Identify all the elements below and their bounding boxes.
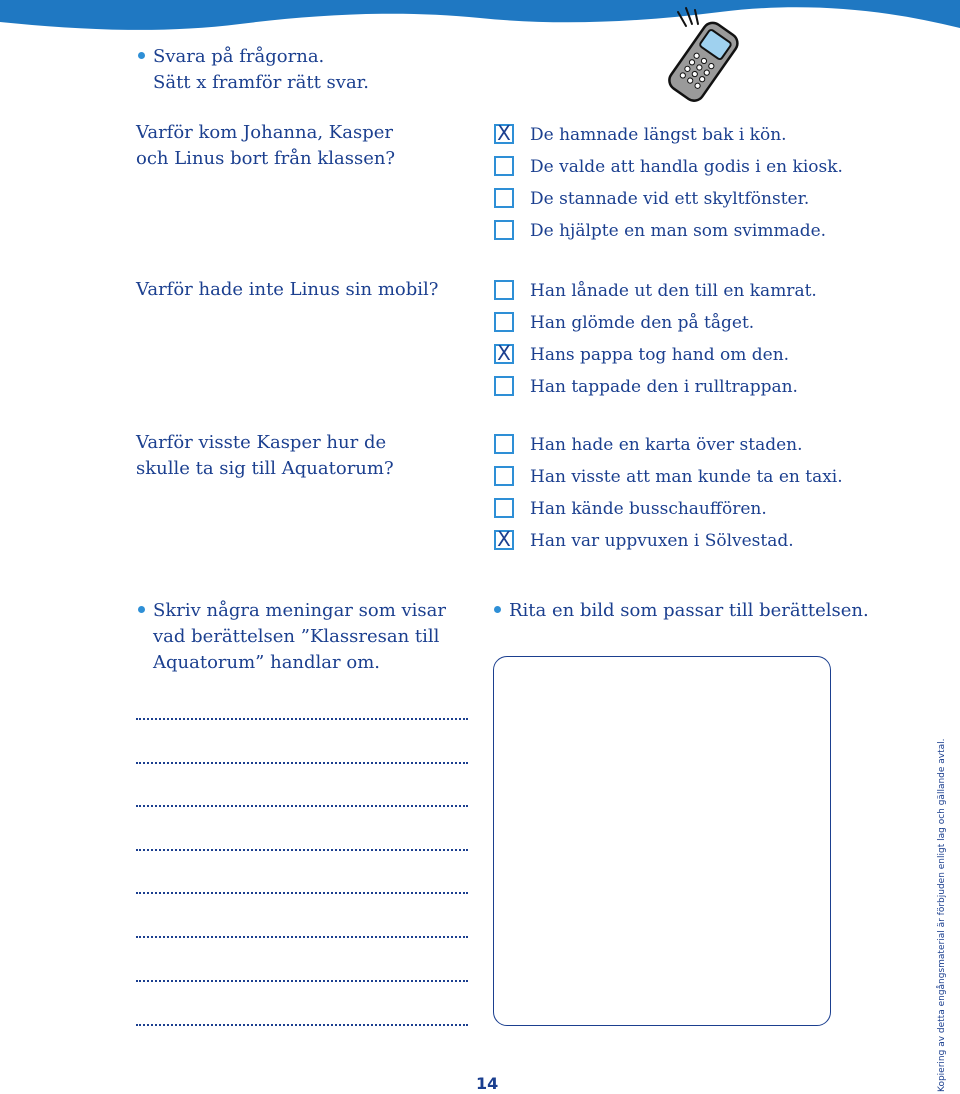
option-label: De valde att handla godis i en kiosk. — [530, 157, 843, 177]
checkbox[interactable] — [494, 156, 514, 176]
instruction-line-1: Svara på frågorna. — [153, 46, 325, 67]
check-mark: X — [497, 527, 511, 551]
mobile-phone-icon — [652, 6, 748, 106]
writing-line[interactable] — [136, 718, 468, 720]
question-line: skulle ta sig till Aquatorum? — [136, 458, 394, 479]
option-label: Han hade en karta över staden. — [530, 435, 803, 455]
option-label: Han var uppvuxen i Sölvestad. — [530, 531, 794, 551]
writing-line[interactable] — [136, 805, 468, 807]
question-line: Varför hade inte Linus sin mobil? — [136, 279, 439, 300]
checkbox[interactable] — [494, 376, 514, 396]
option-label: Han lånade ut den till en kamrat. — [530, 281, 817, 301]
writing-line[interactable] — [136, 980, 468, 982]
writing-task — [138, 598, 446, 676]
option-label: Han glömde den på tåget. — [530, 313, 755, 333]
top-wave-banner — [0, 0, 960, 40]
bullet-icon — [138, 606, 145, 613]
question-line: och Linus bort från klassen? — [136, 148, 396, 169]
page-number: 14 — [476, 1074, 499, 1093]
writing-line[interactable] — [136, 892, 468, 894]
option-label: Hans pappa tog hand om den. — [530, 345, 790, 365]
option-label: De hamnade längst bak i kön. — [530, 125, 787, 145]
writing-line[interactable] — [136, 849, 468, 851]
drawing-task-label: Rita en bild som passar till berättelsen. — [509, 600, 869, 621]
drawing-area[interactable] — [493, 656, 831, 1026]
option-label: De stannade vid ett skyltfönster. — [530, 189, 810, 209]
option-label: De hjälpte en man som svimmade. — [530, 221, 827, 241]
checkbox[interactable] — [494, 188, 514, 208]
question-2 — [136, 277, 438, 303]
writing-line[interactable] — [136, 762, 468, 764]
checkbox[interactable] — [494, 220, 514, 240]
option-label: Han kände busschauffören. — [530, 499, 767, 519]
check-mark: X — [497, 121, 511, 145]
option-label: Han visste att man kunde ta en taxi. — [530, 467, 843, 487]
question-1 — [136, 120, 395, 172]
checkbox[interactable] — [494, 280, 514, 300]
question-line: Varför kom Johanna, Kasper — [136, 122, 393, 143]
writing-task-line-3: Aquatorum” handlar om. — [153, 652, 380, 673]
writing-task-line-1: Skriv några meningar som visar — [153, 600, 447, 621]
checkbox[interactable] — [494, 434, 514, 454]
bullet-icon — [138, 52, 145, 59]
instruction-line-2: Sätt x framför rätt svar. — [153, 72, 370, 93]
question-line: Varför visste Kasper hur de — [136, 432, 387, 453]
writing-task-line-2: vad berättelsen ”Klassresan till — [153, 626, 440, 647]
instructions — [138, 44, 369, 96]
question-3 — [136, 430, 394, 482]
writing-line[interactable] — [136, 936, 468, 938]
checkbox[interactable] — [494, 312, 514, 332]
writing-line[interactable] — [136, 1024, 468, 1026]
option-label: Han tappade den i rulltrappan. — [530, 377, 798, 397]
bullet-icon — [494, 606, 501, 613]
drawing-task — [494, 598, 869, 624]
checkbox[interactable] — [494, 466, 514, 486]
checkbox[interactable] — [494, 498, 514, 518]
copyright-notice: Kopiering av detta engångsmaterial är förbjuden enligt lag och gällande avtal. — [937, 738, 947, 1092]
check-mark: X — [497, 341, 511, 365]
